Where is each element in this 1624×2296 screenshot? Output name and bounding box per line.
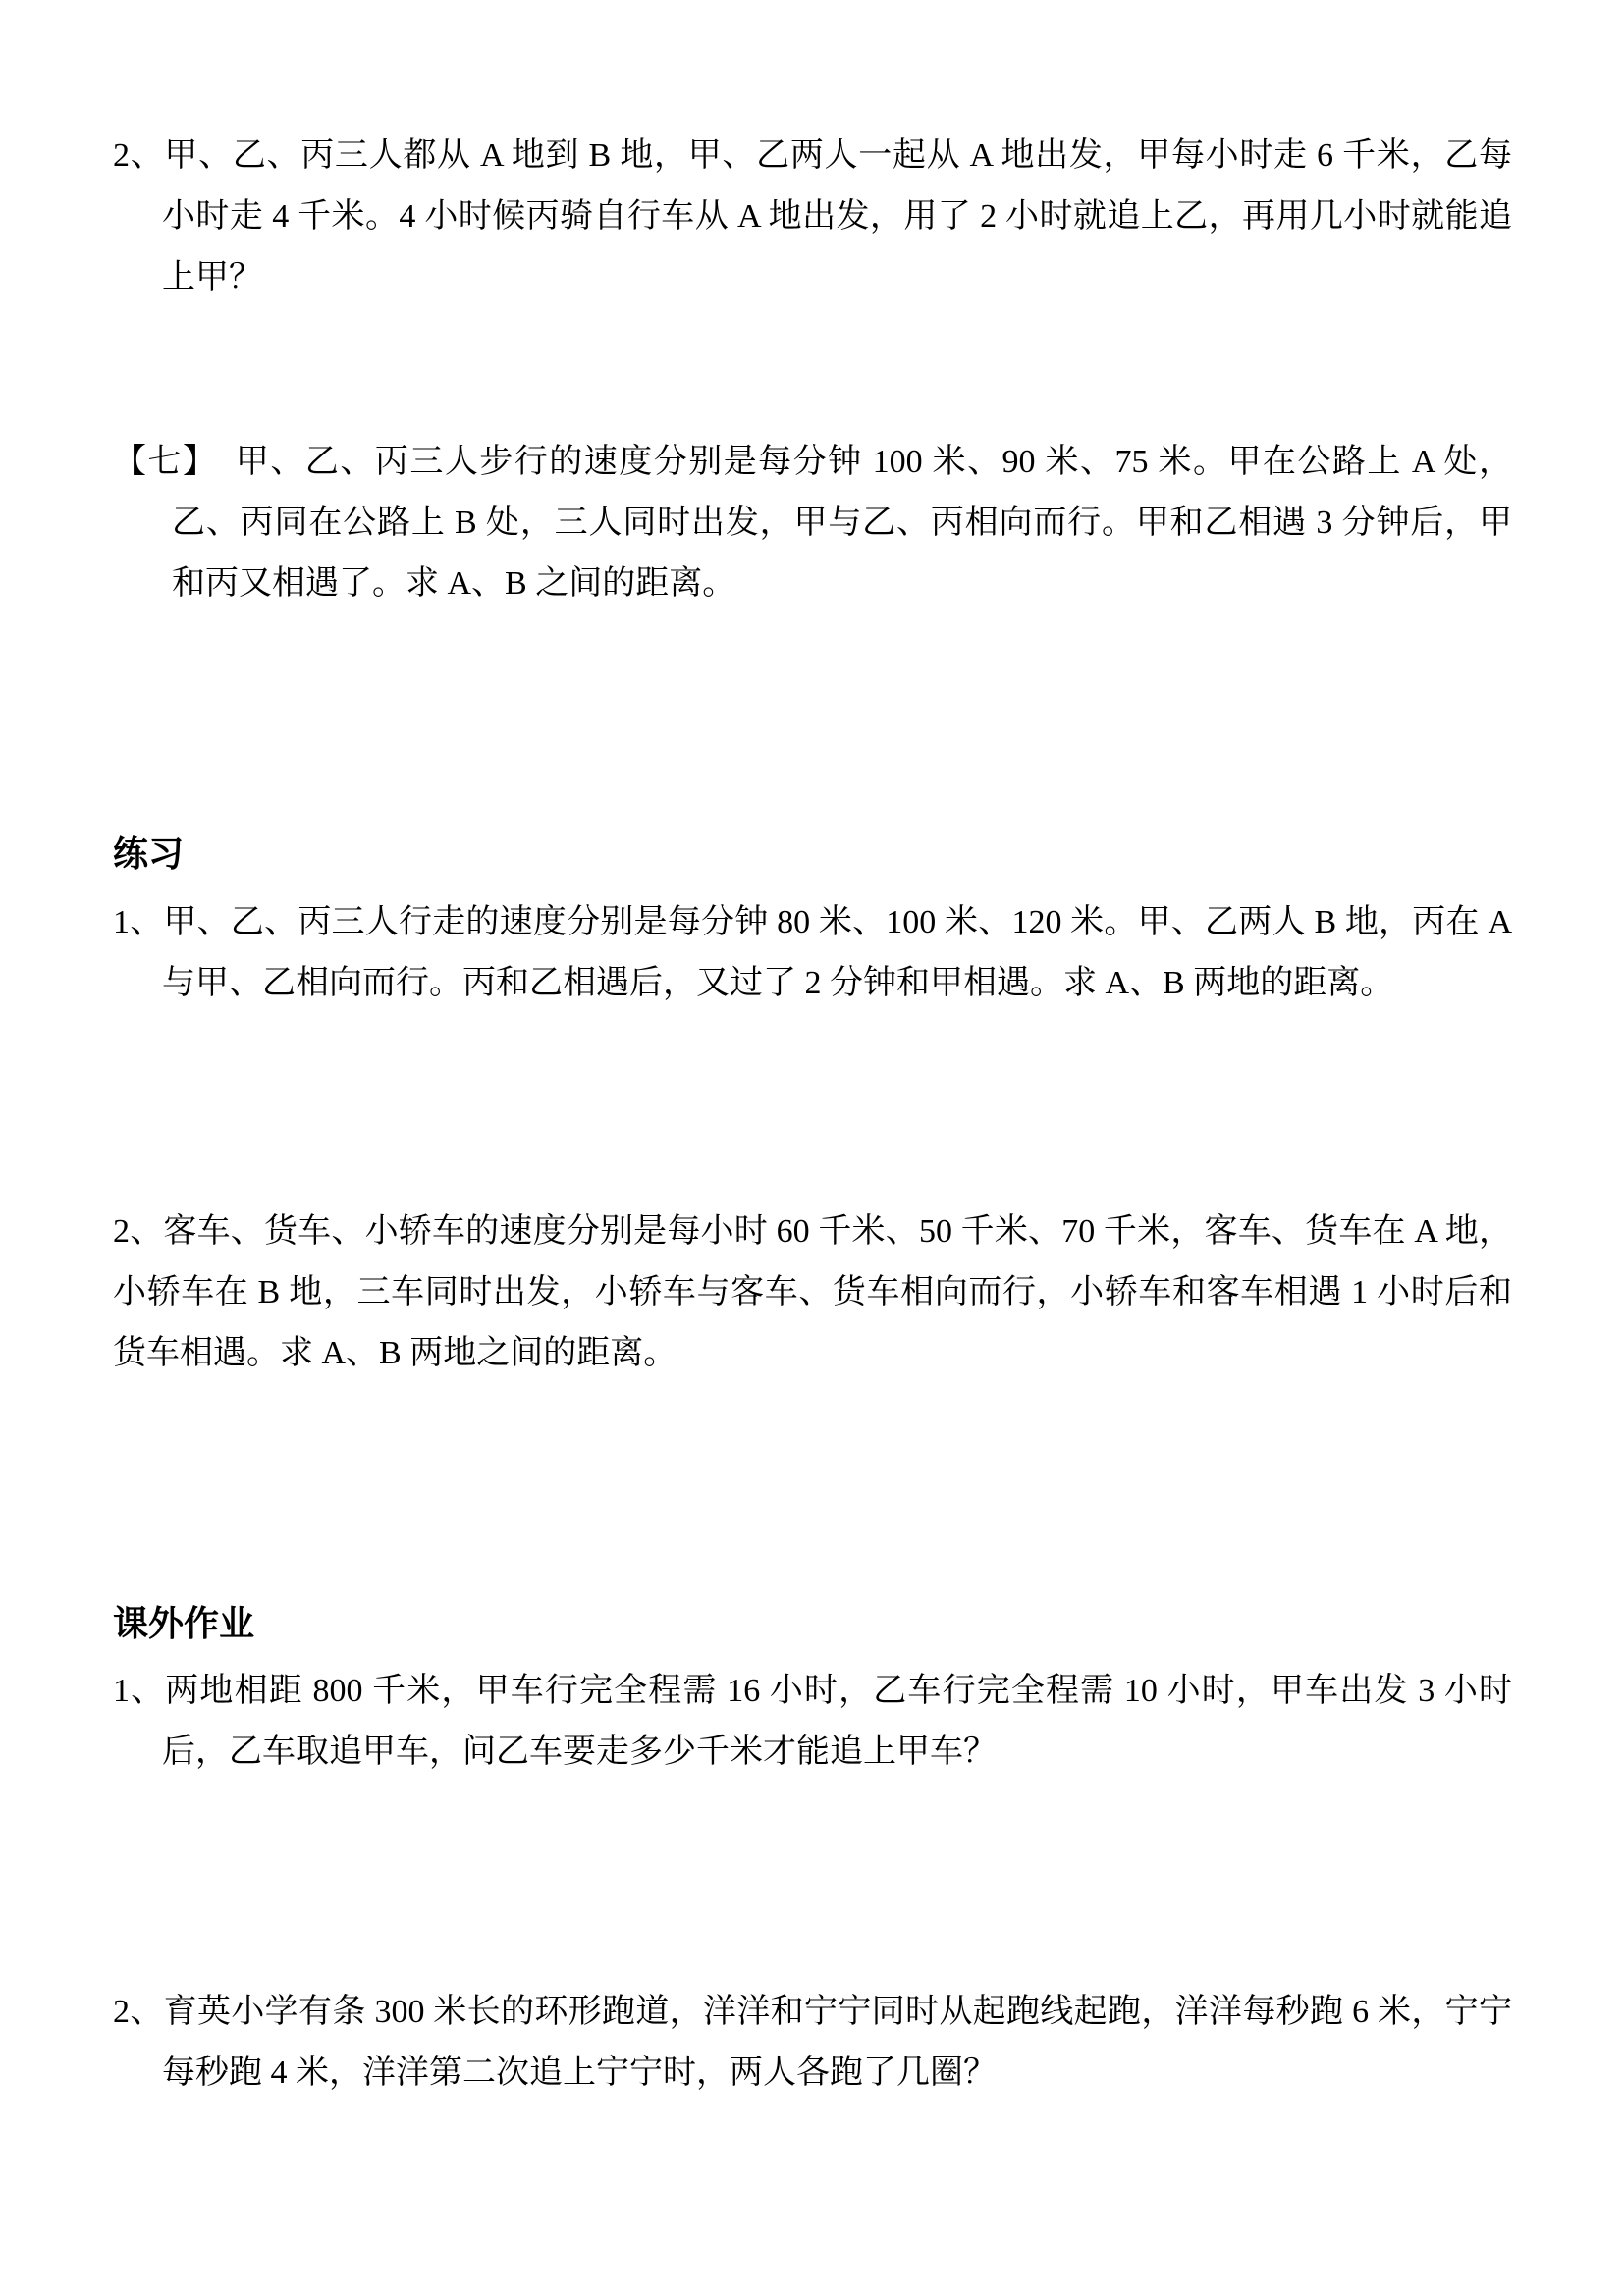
section-heading-practice: 练习	[113, 833, 185, 874]
homework-problem-1: 1、两地相距 800 千米，甲车行完全程需 16 小时，乙车行完全程需 10 小时，甲车出发 3 小时后，乙车取追甲车，问乙车要走多少千米才能追上甲车？	[113, 1673, 1512, 1770]
practice-problem-1: 1、甲、乙、丙三人行走的速度分别是每分钟 80 米、100 米、120 米。甲、乙两人 B 地，丙在 A 与甲、乙相向而行。丙和乙相遇后，又过了 2 分钟和甲相遇。求 A、B 两地的距离。	[113, 904, 1512, 1001]
practice-problem-2: 2、客车、货车、小轿车的速度分别是每小时 60 千米、50 千米、70 千米，客车、货车在 A 地，小轿车在 B 地，三车同时出发，小轿车与客车、货车相向而行，小轿车和客车相遇 1 小时后和货车相遇。求 A、B 两地之间的距离。	[113, 1213, 1512, 1371]
problem-chase-bicycle: 2、甲、乙、丙三人都从 A 地到 B 地，甲、乙两人一起从 A 地出发，甲每小时走 6 千米，乙每小时走 4 千米。4 小时候丙骑自行车从 A 地出发，用了 2 小时就追上乙，再用几小时就能追上甲？	[113, 137, 1512, 295]
example-problem-seven: 【七】 甲、乙、丙三人步行的速度分别是每分钟 100 米、90 米、75 米。甲在公路上 A 处，乙、丙同在公路上 B 处，三人同时出发，甲与乙、丙相向而行。甲和乙相遇 3 分钟后，甲和丙又相遇了。求 A、B 之间的距离。	[113, 444, 1512, 602]
homework-problem-2: 2、育英小学有条 300 米长的环形跑道，洋洋和宁宁同时从起跑线起跑，洋洋每秒跑 6 米，宁宁每秒跑 4 米，洋洋第二次追上宁宁时，两人各跑了几圈？	[113, 1994, 1512, 2091]
section-heading-homework: 课外作业	[113, 1603, 255, 1643]
